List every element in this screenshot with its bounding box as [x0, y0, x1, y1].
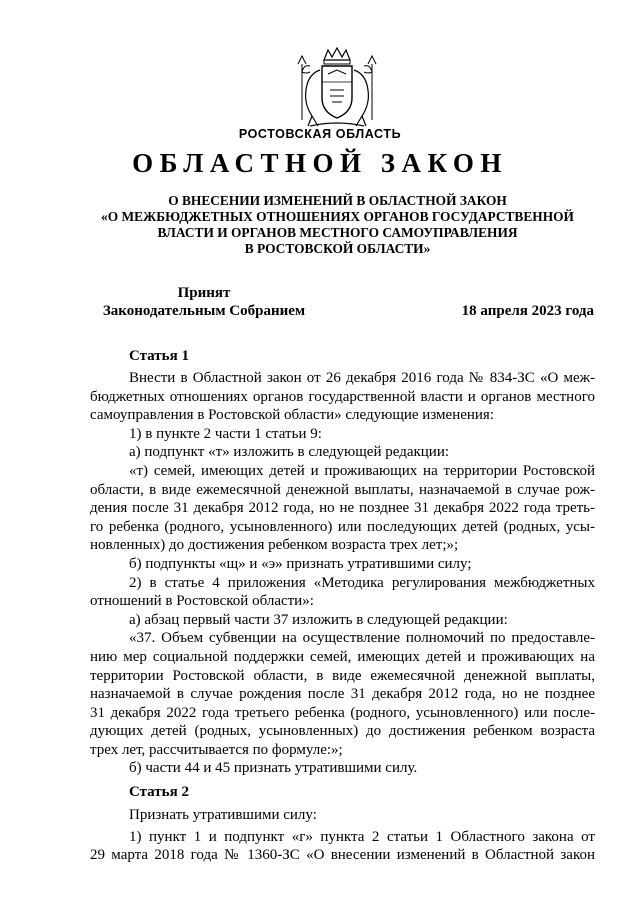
paragraph-line: Внести в Областной закон от 26 декабря 2016 года № 834-ЗС «О меж-	[129, 370, 595, 386]
paragraph-line: области, в виде ежемесячной денежной выплаты, назначаемой в случае рож-	[90, 481, 595, 498]
article-heading: Статья 1	[129, 348, 189, 364]
paragraph-line: 1) в пункте 2 части 1 статьи 9:	[129, 425, 322, 442]
paragraph-line: самоуправления в Ростовской области» следующие изменения:	[90, 407, 494, 424]
paragraph-line: 29 марта 2018 года № 1360-ЗС «О внесении изменений в Областной закон	[90, 847, 595, 864]
adoption-date: 18 апреля 2023 года	[461, 303, 594, 319]
law-title-line: ВЛАСТИ И ОРГАНОВ МЕСТНОГО САМОУПРАВЛЕНИЯ	[157, 225, 518, 240]
paragraph-line: новленных) до достижения ребенком возраста трех лет;»;	[90, 537, 459, 554]
region-name: РОСТОВСКАЯ ОБЛАСТЬ	[238, 127, 402, 141]
paragraph-line: трех лет, рассчитывается по формуле:»;	[90, 741, 343, 758]
paragraph-line: бюджетных отношениях органов государственной власти и органов местного	[90, 388, 595, 405]
paragraph-line: 2) в статье 4 приложения «Методика регулирования межбюджетных	[129, 574, 595, 591]
paragraph-line: территории Ростовской области, в виде ежемесячной денежной выплаты,	[90, 667, 595, 684]
law-title-line: «О МЕЖБЮДЖЕТНЫХ ОТНОШЕНИЯХ ОРГАНОВ ГОСУДАРСТВЕННОЙ	[101, 209, 574, 224]
law-body	[90, 343, 595, 865]
adoption-label-line: Законодательным Собранием	[102, 303, 306, 319]
law-title	[100, 193, 575, 257]
coat-of-arms-emblem	[294, 46, 380, 130]
law-title-line: О ВНЕСЕНИИ ИЗМЕНЕНИЙ В ОБЛАСТНОЙ ЗАКОН	[168, 193, 507, 208]
paragraph-line: го ребенка (родного, усыновленного) или последующих детей (родных, усы-	[90, 518, 595, 535]
paragraph-line: назначаемой в случае рождения после 31 декабря 2012 года, но не позднее	[90, 686, 595, 703]
paragraph-line: а) абзац первый части 37 изложить в следующей редакции:	[129, 611, 508, 628]
paragraph-line: Признать утратившими силу:	[129, 807, 317, 824]
paragraph-line: «т) семей, имеющих детей и проживающих на территории Ростовской	[129, 462, 595, 479]
paragraph-line: б) части 44 и 45 признать утратившими силу.	[129, 760, 418, 777]
paragraph-line: 31 декабря 2022 года третьего ребенка (родного, усыновленного) или после-	[90, 704, 595, 721]
law-title-line: В РОСТОВСКОЙ ОБЛАСТИ»	[244, 241, 431, 256]
paragraph-line: «37. Объем субвенции на осуществление полномочий по предоставле-	[129, 630, 595, 647]
paragraph-line: 1) пункт 1 и подпункт «г» пункта 2 статьи 1 Областного закона от	[129, 828, 595, 845]
paragraph-line: дующих детей (родных, усыновленных) до достижения ребенком возраста	[90, 723, 595, 740]
adoption-label	[94, 284, 314, 320]
paragraph-line: нию мер социальной поддержки семей, имеющих детей и проживающих на	[90, 648, 595, 665]
document-type: ОБЛАСТНОЙ ЗАКОН	[132, 148, 508, 178]
article-heading: Статья 2	[129, 784, 189, 801]
paragraph-line: б) подпункты «щ» и «э» признать утратившими силу;	[129, 555, 472, 572]
adoption-label-line: Принят	[177, 285, 231, 301]
paragraph-line: а) подпункт «т» изложить в следующей редакции:	[129, 444, 450, 461]
paragraph-line: дения после 31 декабря 2012 года, но не позднее 31 декабря 2022 года треть-	[90, 500, 595, 517]
paragraph-line: отношений в Ростовской области»:	[90, 593, 314, 610]
